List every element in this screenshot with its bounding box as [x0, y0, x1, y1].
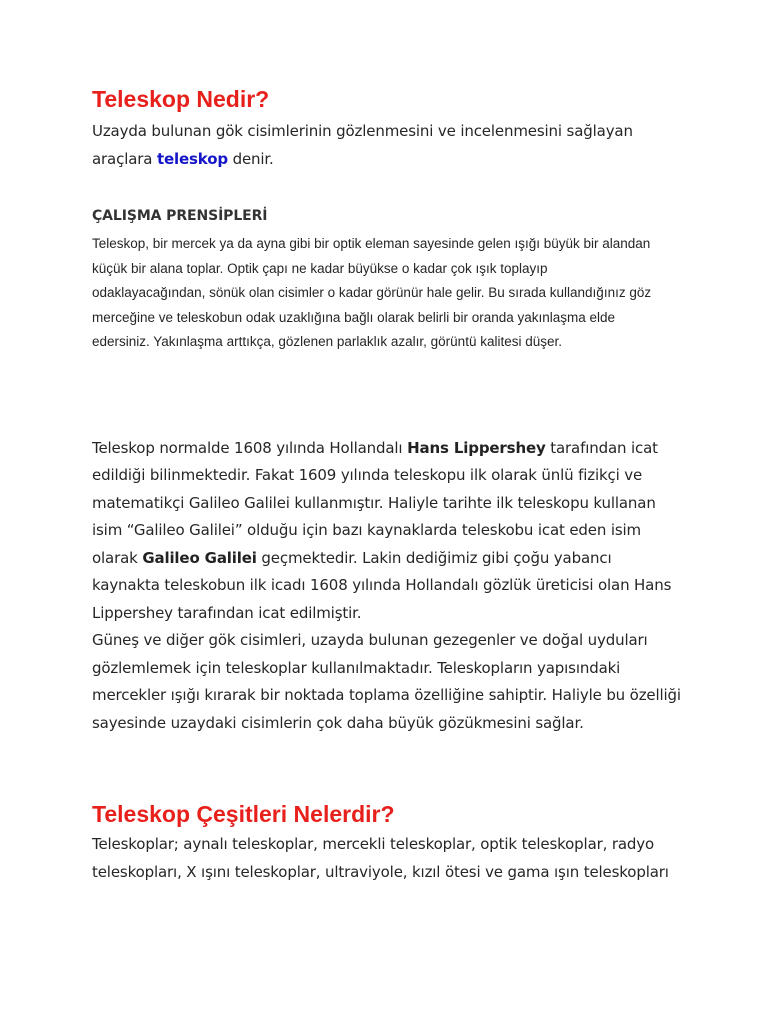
document-page — [92, 84, 692, 886]
types-paragraph: Teleskoplar; aynalı teleskoplar, mercekli teleskoplar, optik teleskoplar, radyo teleskopları, X ışını teleskoplar, ultraviyole, kızıl ötesi ve gama ışın teleskopları — [92, 835, 669, 881]
history-text-2: tarafından icat edildiği bilinmektedir. Fakat 1609 yılında teleskopu ilk olarak ünlü fizikçi ve matematikçi Galileo Galilei kullanmıştır. Haliyle tarihte ilk teleskopu kullanan isim “Galileo Galilei” olduğu için bazı kaynaklarda teleskobu icat eden isim olarak — [92, 438, 658, 567]
galileo-galilei-bold: Galileo Galilei — [142, 548, 257, 567]
usage-paragraph: Güneş ve diğer gök cisimleri, uzayda bulunan gezegenler ve doğal uyduları gözlemlemek için teleskoplar kullanılmaktadır. Teleskopların yapısındaki mercekler ışığı kırarak bir noktada toplama özelliğine sahiptir. Haliyle bu özelliği sayesinde uzaydaki cisimlerin çok daha büyük gözükmesini sağlar. — [92, 631, 681, 732]
teleskop-link[interactable]: teleskop — [156, 149, 228, 168]
working-principles-paragraph: Teleskop, bir mercek ya da ayna gibi bir optik eleman sayesinde gelen ışığı büyük bir alandan küçük bir alana toplar. Optik çapı ne kadar büyükse o kadar çok ışık toplayıp odaklayacağından, sönük olan cisimler o kadar görünür hale gelir. Bu sırada kullandığınız göz merceğine ve teleskobun odak uzaklığına bağlı olarak belirli bir oranda yakınlaşma elde edersiniz. Yakınlaşma arttıkça, gözlenen parlaklık azalır, görüntü kalitesi düşer. — [92, 236, 652, 349]
intro-text-before: Uzayda bulunan gök cisimlerinin gözlenmesini ve incelenmesini sağlayan araçlara — [92, 122, 633, 168]
hans-lippershey-bold: Hans Lippershey — [407, 438, 546, 457]
heading-teleskop-nedir: Teleskop Nedir? — [92, 86, 270, 112]
history-text-1: Teleskop normalde 1608 yılında Hollandalı — [92, 438, 408, 457]
heading-teleskop-cesitleri: Teleskop Çeşitleri Nelerdir? — [92, 801, 395, 827]
history-paragraph — [92, 435, 682, 628]
intro-text-after: denir. — [227, 149, 274, 168]
intro-paragraph — [92, 118, 652, 173]
history-text-3: geçmektedir. Lakin dediğimiz gibi çoğu yabancı kaynakta teleskobun ilk icadı 1608 yılında Hollandalı gözlük üreticisi olan Hans Lippershey tarafından icat edilmiştir. — [92, 548, 672, 622]
working-principles-heading: ÇALIŞMA PRENSİPLERİ — [92, 208, 268, 224]
